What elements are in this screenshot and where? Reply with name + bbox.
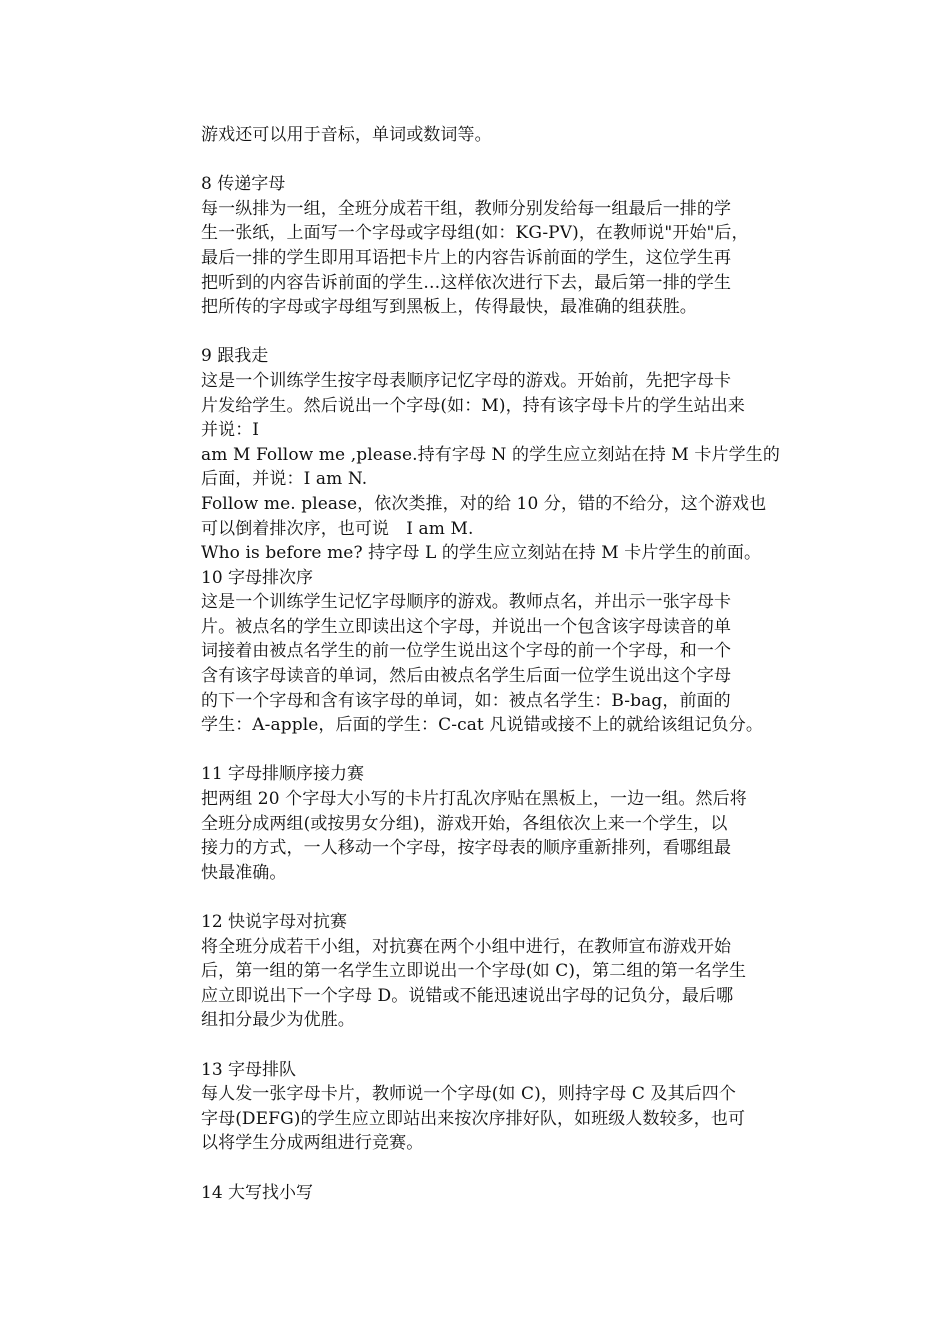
section-13 [201, 1058, 821, 1156]
paragraph-line: 全班分成两组(或按男女分组)，游戏开始，各组依次上来一个学生，以 [201, 813, 728, 834]
paragraph-line: 把听到的内容告诉前面的学生…这样依次进行下去，最后第一排的学生 [201, 272, 732, 293]
paragraph-line: 字母(DEFG)的学生应立即站出来按次序排好队，如班级人数较多，也可 [201, 1108, 746, 1129]
section-title: 13 字母排队 [201, 1059, 297, 1080]
paragraph-line: 后，第一组的第一名学生立即说出一个字母(如 C)，第二组的第一名学生 [201, 961, 747, 982]
paragraph-gap [201, 320, 821, 345]
paragraph-line: am M Follow me ,please.持有字母 N 的学生应立刻站在持 M 卡片学生的 [201, 444, 780, 465]
section-12 [201, 910, 821, 1033]
section-title: 10 字母排次序 [201, 567, 314, 588]
section-title: 8 传递字母 [201, 174, 286, 195]
paragraph-line: 后面，并说：I am N. [201, 469, 368, 490]
section-14 [201, 1181, 821, 1206]
intro-paragraph [201, 123, 821, 148]
paragraph-line: 最后一排的学生即用耳语把卡片上的内容告诉前面的学生，这位学生再 [201, 247, 732, 268]
paragraph-line: 片。被点名的学生立即读出这个字母，并说出一个包含该字母读音的单 [201, 616, 732, 637]
paragraph-gap [201, 738, 821, 763]
paragraph-line: Who is before me? 持字母 L 的学生应立刻站在持 M 卡片学生的前面。 [201, 543, 762, 564]
paragraph-line: 可以倒着排次序，也可说 I am M. [201, 518, 474, 539]
paragraph-gap [201, 1156, 821, 1181]
paragraph-line: 接力的方式，一人移动一个字母，按字母表的顺序重新排列，看哪组最 [201, 838, 732, 859]
paragraph-line: 并说：I [201, 420, 260, 441]
paragraph-line: 组扣分最少为优胜。 [201, 1010, 355, 1031]
paragraph-line: 的下一个字母和含有该字母的单词，如：被点名学生：B-bag，前面的 [201, 690, 731, 711]
paragraph-line: 把所传的字母或字母组写到黑板上，传得最快，最准确的组获胜。 [201, 297, 697, 318]
paragraph-line: 片发给学生。然后说出一个字母(如：M)，持有该字母卡片的学生站出来 [201, 395, 745, 416]
paragraph-line: 以将学生分成两组进行竞赛。 [201, 1133, 424, 1154]
document-page [201, 123, 821, 1205]
section-8 [201, 172, 821, 320]
paragraph-line: 游戏还可以用于音标，单词或数词等。 [201, 125, 492, 145]
paragraph-gap [201, 885, 821, 910]
paragraph-line: 每一纵排为一组，全班分成若干组，教师分别发给每一组最后一排的学 [201, 198, 732, 219]
paragraph-line: 生一张纸，上面写一个字母或字母组(如：KG-PV)，在教师说"开始"后， [201, 223, 749, 244]
section-title: 12 快说字母对抗赛 [201, 912, 348, 932]
paragraph-line: 每人发一张字母卡片，教师说一个字母(如 C)，则持字母 C 及其后四个 [201, 1084, 736, 1105]
paragraph-line: 这是一个训练学生记忆字母顺序的游戏。教师点名，并出示一张字母卡 [201, 592, 732, 613]
paragraph-line: 应立即说出下一个字母 D。说错或不能迅速说出字母的记负分，最后哪 [201, 985, 734, 1006]
paragraph-line: 快最准确。 [201, 862, 287, 883]
section-10 [201, 566, 821, 738]
paragraph-line: Follow me. please，依次类推，对的给 10 分，错的不给分，这个游戏也 [201, 493, 767, 514]
paragraph-line: 这是一个训练学生按字母表顺序记忆字母的游戏。开始前，先把字母卡 [201, 370, 732, 391]
section-9 [201, 344, 821, 565]
section-title: 11 字母排顺序接力赛 [201, 764, 365, 785]
section-11 [201, 762, 821, 885]
paragraph-line: 学生：A-apple，后面的学生：C-cat 凡说错或接不上的就给该组记负分。 [201, 715, 763, 736]
section-title: 9 跟我走 [201, 346, 269, 367]
paragraph-line: 把两组 20 个字母大小写的卡片打乱次序贴在黑板上，一边一组。然后将 [201, 789, 747, 810]
paragraph-line: 将全班分成若干小组，对抗赛在两个小组中进行，在教师宣布游戏开始 [201, 936, 732, 957]
paragraph-gap [201, 1033, 821, 1058]
section-title: 14 大写找小写 [201, 1182, 314, 1203]
paragraph-line: 词接着由被点名学生的前一位学生说出这个字母的前一个字母，和一个 [201, 641, 732, 662]
paragraph-line: 含有该字母读音的单词，然后由被点名学生后面一位学生说出这个字母 [201, 666, 732, 687]
paragraph-gap [201, 148, 821, 173]
